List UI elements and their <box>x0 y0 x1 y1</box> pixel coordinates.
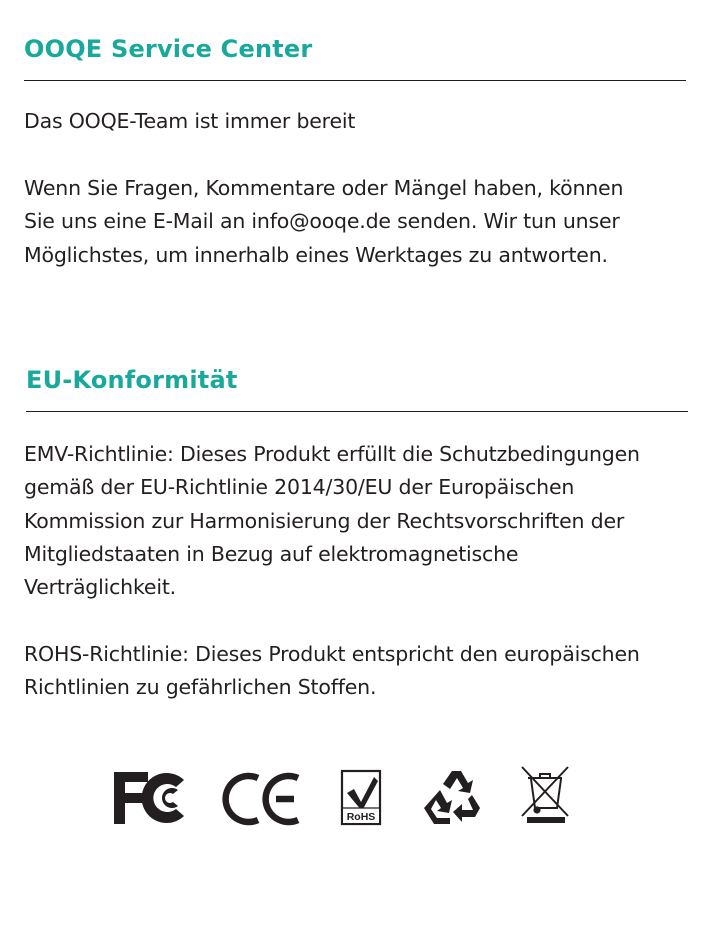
rohs-text <box>24 638 640 705</box>
text-line: Sie uns eine E-Mail an info@ooqe.de senden. Wir tun unser <box>24 209 620 234</box>
service-contact-text <box>24 172 623 272</box>
eu-title: EU-Konformität <box>26 366 238 394</box>
eu-section <box>26 365 688 715</box>
service-intro: Das OOQE-Team ist immer bereit <box>24 109 356 133</box>
text-line: Kommission zur Harmonisierung der Rechtsvorschriften der <box>24 508 625 533</box>
ce-icon <box>226 776 298 822</box>
text-line: Mitgliedstaaten in Bezug auf elektromagnetische <box>24 541 519 566</box>
text-line: EMV-Richtlinie: Dieses Produkt erfüllt die Schutzbedingungen <box>24 442 640 466</box>
rohs-icon <box>342 771 380 824</box>
text-line: Wenn Sie Fragen, Kommentare oder Mängel haben, können <box>24 176 624 200</box>
text-line: Möglichstes, um innerhalb eines Werktages zu antworten. <box>24 242 608 267</box>
eu-divider <box>26 411 688 412</box>
rohs-label: RoHS <box>346 811 376 823</box>
recycle-icon <box>424 771 480 824</box>
weee-bin-icon <box>522 767 568 823</box>
fcc-icon <box>114 772 184 824</box>
text-line: Verträglichkeit. <box>24 575 176 600</box>
emv-text <box>24 438 640 604</box>
text-line: Richtlinien zu gefährlichen Stoffen. <box>24 675 377 700</box>
text-line: ROHS-Richtlinie: Dieses Produkt entspricht den europäischen <box>24 642 640 666</box>
service-title: OOQE Service Center <box>24 35 313 63</box>
service-section <box>24 34 686 284</box>
service-divider <box>24 80 686 81</box>
text-line: gemäß der EU-Richtlinie 2014/30/EU der Europäischen <box>24 475 575 500</box>
